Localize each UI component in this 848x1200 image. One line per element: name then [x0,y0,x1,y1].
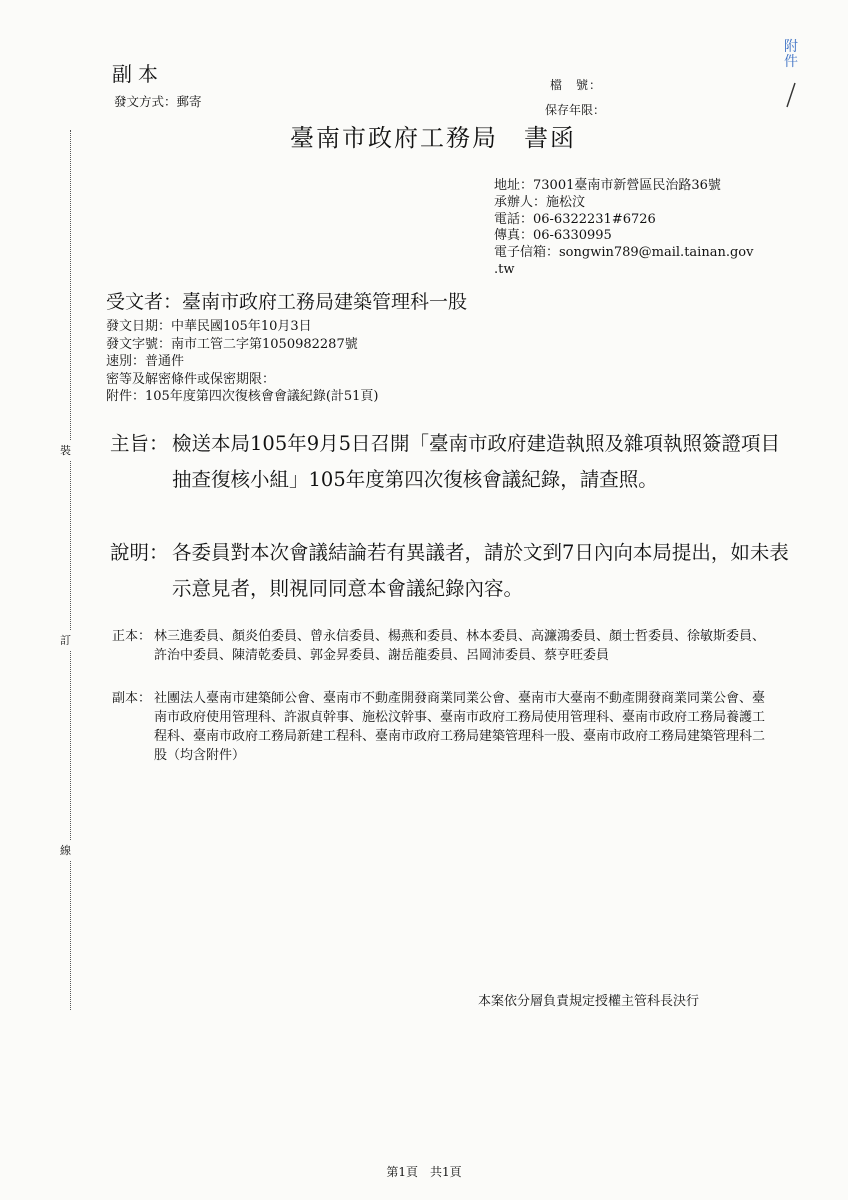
agency-name: 臺南市政府工務局 [290,124,498,152]
retention-period-label: 保存年限： [545,103,606,117]
attachment: 附件：105年度第四次復核會會議紀錄(計51頁) [106,389,379,405]
copy-recipients [112,689,772,765]
handwritten-annotation: 附件 [784,39,798,70]
delegation-note: 本案依分層負責規定授權主管科長決行 [478,994,700,1009]
copy-recipients-list: 社團法人臺南市建築師公會、臺南市不動產開發商業同業公會、臺南市大臺南不動產開發商業同業公會、臺南市政府使用管理科、許淑貞幹事、施松汶幹事、臺南市政府工務局使用管理科、臺南市政府工務局養護工程科、臺南市政府工務局新建工程科、臺南市政府工務局建築管理科一股、臺南市政府工務局建築管理科二股（均含附件） [154,691,766,763]
original-recipients-list: 林三進委員、顏炎伯委員、曾永信委員、楊燕和委員、林本委員、高濂鴻委員、顏士哲委員、徐敏斯委員、許治中委員、陳清乾委員、郭金昇委員、謝岳龍委員、呂岡沛委員、蔡亨旺委員 [154,629,766,663]
explanation-section [110,535,792,607]
copy-mark: 副本 [112,62,164,86]
document-metadata [106,318,379,406]
subject-label: 主旨： [110,432,169,455]
speed-class: 速別：普通件 [106,354,185,370]
handler: 承辦人：施松汶 [494,194,586,210]
binding-mark-zhuang: 裝 [60,440,71,460]
classification: 密等及解密條件或保密期限： [106,371,276,387]
document-type: 書函 [524,124,576,152]
document-title [290,118,576,153]
binding-line [70,130,71,1010]
address: 地址：73001臺南市新營區民治路36號 [494,178,721,193]
binding-mark-xian: 線 [60,840,71,860]
recipient: 受文者：臺南市政府工務局建築管理科一股 [106,291,468,313]
subject-section [110,426,792,498]
subject-text: 檢送本局105年9月5日召開「臺南市政府建造執照及雜項執照簽證項目抽查復核小組」105年度第四次復核會議紀錄，請查照。 [172,432,781,491]
send-method: 發文方式：郵寄 [114,94,202,109]
fax: 傳真：06-6330995 [494,228,612,244]
original-recipients [112,627,772,665]
explanation-label: 說明： [110,541,169,564]
email: 電子信箱：songwin789@mail.tainan.gov [494,245,754,261]
file-number-label: 檔 號： [550,78,603,92]
handwritten-stroke [784,82,798,108]
issue-date: 發文日期：中華民國105年10月3日 [106,319,312,334]
page-number: 第1頁 共1頁 [386,1165,462,1179]
explanation-text: 各委員對本次會議結論若有異議者，請於文到7日內向本局提出，如未表示意見者，則視同同意本會議紀錄內容。 [172,541,789,600]
copy-label: 副本： [112,691,152,706]
original-label: 正本： [112,629,152,644]
binding-mark-ding: 訂 [60,630,71,650]
email-continued: .tw [494,261,515,277]
contact-block [494,178,753,279]
phone: 電話：06-6322231#6726 [494,211,656,227]
document-number: 發文字號：南市工管二字第1050982287號 [106,336,358,352]
